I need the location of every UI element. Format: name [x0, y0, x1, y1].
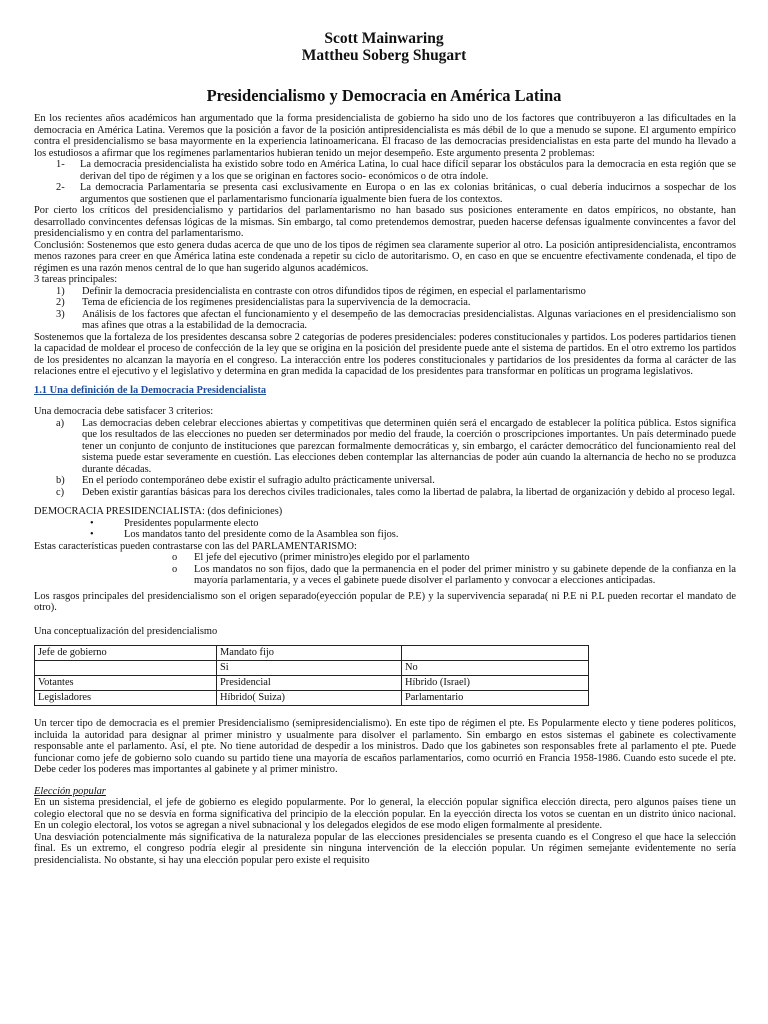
bullet-marker: •	[90, 517, 94, 529]
table-row	[35, 691, 589, 706]
list-text: Presidentes popularmente electo	[124, 517, 259, 529]
list-text: Los mandatos no son fijos, dado que la permanencia en el poder del primer ministro y su gabinete depende de la confianza en la mayoría parlamentaria, y a veces el gabinete puede disolver el parlamento y convocar a elecciones anticipadas.	[194, 563, 736, 586]
list-text: Tema de eficiencia de los regímenes presidencialistas para la supervivencia de la democracia.	[82, 297, 471, 308]
list-marker: 2-	[56, 182, 65, 193]
table-cell: Híbrido (Israel)	[402, 676, 589, 691]
list-item	[90, 529, 736, 541]
list-item	[172, 552, 736, 564]
criterios-label: Una democracia debe satisfacer 3 criterios:	[34, 406, 214, 417]
paragraph: Una desviación potencialmente más significativa de la naturaleza popular de las elecciones presidenciales se presenta cuando es el Congreso el que hace la selección final. Es un extremo, el congreso podría elegir al presidente sin ninguna intervención de la elección popular. Un régimen semejante evidentemente no sería presidencialista. No obstante, si hay una elección popular pero existe el requisito	[34, 831, 736, 866]
parl-label: Estas características pueden contrastarse con las del PARLAMENTARISMO:	[34, 540, 357, 552]
dem-pres-list	[34, 518, 736, 541]
paragraph: Un tercer tipo de democracia es el premier Presidencialismo (semipresidencialismo). En este tipo de régimen el pte. Es Popularmente electo y tiene poderes políticos, incluida la autoridad para designar al primer ministro y usualmente para disolver el parlamento. Sin embargo en estos sistemas el gabinete es colectivamente responsable ante el parlamento. Así, el pte. No tiene autoridad de despedir a los ministros. Dado que los gabinetes son responsables frete al parlamento el pte. Puede funcionar como jefe de gobierno solo cuando su partido tiene una mayoría de escaños parlamentarios, como ocurrió en Francia 1958-1986. Cuando esto sucede el pte. Debe ceder los poderes mas importantes al gabinete y al primer ministro.	[34, 718, 736, 775]
problems-list	[34, 159, 736, 205]
bullet-marker: o	[172, 552, 178, 563]
list-item	[56, 475, 736, 487]
list-item	[56, 309, 736, 332]
document-title: Presidencialismo y Democracia en América Latina	[206, 86, 562, 105]
bullet-marker: •	[90, 529, 94, 540]
list-item	[56, 487, 736, 499]
list-text: Los mandatos tanto del presidente como de la Asamblea son fijos.	[124, 529, 399, 540]
list-text: Las democracias deben celebrar elecciones abiertas y competitivas que determinen quién será el encargado de establecer la política pública. Estos significa que los resultados de las elecciones no pueden ser determinados por medio del fraude, la coerción o proscripciones importantes. Un país determinado puede tener un conjunto de conjunto de instituciones que parezcan formalmente democráticas y, sin embargo, el carácter democrático del funcionamiento real del sistema puede estar severamente en cuestión. Las elecciones deben contemplar las alternancias de poder aún cuando la alternancia de hecho no se produzca durante décadas.	[82, 417, 736, 475]
list-marker: 2)	[56, 297, 65, 308]
parl-list	[34, 552, 736, 587]
table-cell	[35, 661, 217, 676]
list-text: Deben existir garantías básicas para los derechos civiles tradicionales, tales como la libertad de palabra, la libertad de organización y debido al proceso legal.	[82, 486, 736, 498]
list-marker: 1)	[56, 285, 65, 297]
table-cell: Parlamentario	[402, 691, 589, 706]
author-name: Scott Mainwaring	[324, 30, 444, 47]
paragraph: En un sistema presidencial, el jefe de gobierno es elegido popularmente. Por lo general, la elección popular significa elección directa, pero algunos países tiene un colegio electoral que no se desvía en forma significativa del principio de la elección popular. En la eyección directa los votos se cuentan en un distrito único nacional. En un colegio electoral, los votos se agregan a nivel subnacional y los delegados elegidos de ese modo eligen formalmente al presidente.	[34, 797, 736, 831]
list-item	[56, 182, 736, 205]
table-row	[35, 661, 589, 676]
table-cell: Votantes	[35, 676, 217, 691]
criterios-list	[34, 418, 736, 499]
bullet-marker: o	[172, 563, 178, 575]
table-cell: Si	[217, 661, 402, 676]
section-heading-link[interactable]: 1.1 Una definición de la Democracia Presidencialista	[34, 384, 267, 396]
table-row	[35, 676, 589, 691]
list-marker: c)	[56, 486, 65, 498]
subsection-heading: Elección popular	[34, 785, 106, 797]
list-item	[56, 418, 736, 476]
table-cell	[402, 646, 589, 661]
document-body	[34, 113, 736, 866]
conclusion-paragraph: Conclusión: Sostenemos que esto genera dudas acerca de que uno de los tipos de régimen sea claramente superior al otro. La posición antipresidencialista, encontramos menos razones para creer en que América latina este condenada a repetir su ciclo de autoritarismo. O, en caso en que se encuentre efectivamente condenada, el tipo de régimen es una razón menos central de lo que han sugerido algunos académicos.	[34, 239, 736, 274]
table-row	[35, 646, 589, 661]
list-item	[90, 518, 736, 530]
tareas-list	[34, 286, 736, 332]
list-text: El jefe del ejecutivo (primer ministro)es elegido por el parlamento	[194, 552, 470, 563]
list-marker: 1-	[56, 159, 65, 170]
paragraph: Los rasgos principales del presidencialismo son el origen separado(eyección popular de P.E) y la supervivencia separada( ni P.E ni P.L pueden recortar el mandato de otro).	[34, 590, 736, 613]
list-marker: 3)	[56, 308, 65, 320]
authors-block	[0, 30, 768, 64]
list-text: La democracia presidencialista ha existido sobre todo en América Latina, lo cual hace difícil separar los obstáculos para la democracia en esta región que se derivan del tipo de régimen y a los que se originan en factores socio- económicos o de otra índole.	[80, 159, 736, 182]
list-text: Análisis de los factores que afectan el funcionamiento y el desempeño de las democracias presidencialistas. Algunas variaciones en el presidencialismo son mas afines que otras a la estabilidad de la democracia.	[82, 308, 736, 331]
dem-pres-label: DEMOCRACIA PRESIDENCIALISTA: (dos definiciones)	[34, 506, 283, 517]
table-cell: No	[402, 661, 589, 676]
list-text: En el período contemporáneo debe existir el sufragio adulto prácticamente universal.	[82, 475, 435, 486]
list-text: La democracia Parlamentaria se presenta casi exclusivamente en Europa o en las ex colonias británicas, o cual debería inducirnos a sospechar de los argumentos que sostienen que el parlamentarismo funcionaría igualmente bien fuera de los contextos.	[80, 182, 736, 205]
list-marker: b)	[56, 475, 65, 486]
list-item	[56, 297, 736, 309]
table-cell: Mandato fijo	[217, 646, 402, 661]
concept-label: Una conceptualización del presidencialismo	[34, 625, 218, 637]
comparison-table	[34, 645, 589, 706]
intro-paragraph: En los recientes años académicos han argumentado que la forma presidencialista de gobierno ha sido uno de los factores que contribuyeron a las dificultades en la democracia en América Latina. Veremos que la posición a favor de la posición antipresidencialista es más débil de lo que a menudo se supone. El argumento empírico contra el presidencialismo se basa mayormente en la experiencia latinoamericana. El fracaso de las democracias presidencialistas en esta parte del mundo ha llevado a los estudiosos a afirmar que los regímenes parlamentarios hubieran tenido un mejor desempeño. Este argumento presenta 2 problemas:	[34, 113, 736, 159]
table-cell: Presidencial	[217, 676, 402, 691]
tareas-label: 3 tareas principales:	[34, 274, 118, 285]
author-name: Mattheu Soberg Shugart	[301, 47, 467, 64]
paragraph: Por cierto los críticos del presidencialismo y partidarios del parlamentarismo no han basado sus posiciones enteramente en datos empíricos, no obstante, han desarrollado convincentes defensas lógicas de la mismas. Sin embargo, tal como pretendemos demostrar, pueden hacerse defensas igualmente convincentes a favor del presidencialismo y en contra del parlamentarismo.	[34, 205, 736, 239]
list-item	[56, 286, 736, 298]
paragraph: Sostenemos que la fortaleza de los presidentes descansa sobre 2 categorías de poderes presidenciales: poderes constitucionales y partidos. Los poderes partidarios tienen la capacidad de moldear el proceso de confección de la ley que se origina en la posición del presidente puede ante el sistema de partidos. En el otro extremo los partidos de los presidentes no alcanzan la mayoría en el congreso. La interacción entre los poderes constitucionales y partidarios de los presidentes da forma al carácter de las relaciones entre el ejecutivo y el legislativo y determina en gran medida la capacidad de los presidentes para transformar en políticas un programa legislativos.	[34, 331, 736, 377]
list-item	[56, 159, 736, 182]
list-item	[172, 564, 736, 587]
list-text: Definir la democracia presidencialista en contraste con otros difundidos tipos de régimen, en especial el parlamentarismo	[82, 285, 586, 297]
table-cell: Híbrido( Suiza)	[217, 691, 402, 706]
table-cell: Legisladores	[35, 691, 217, 706]
list-marker: a)	[56, 417, 65, 429]
table-cell: Jefe de gobierno	[35, 646, 217, 661]
